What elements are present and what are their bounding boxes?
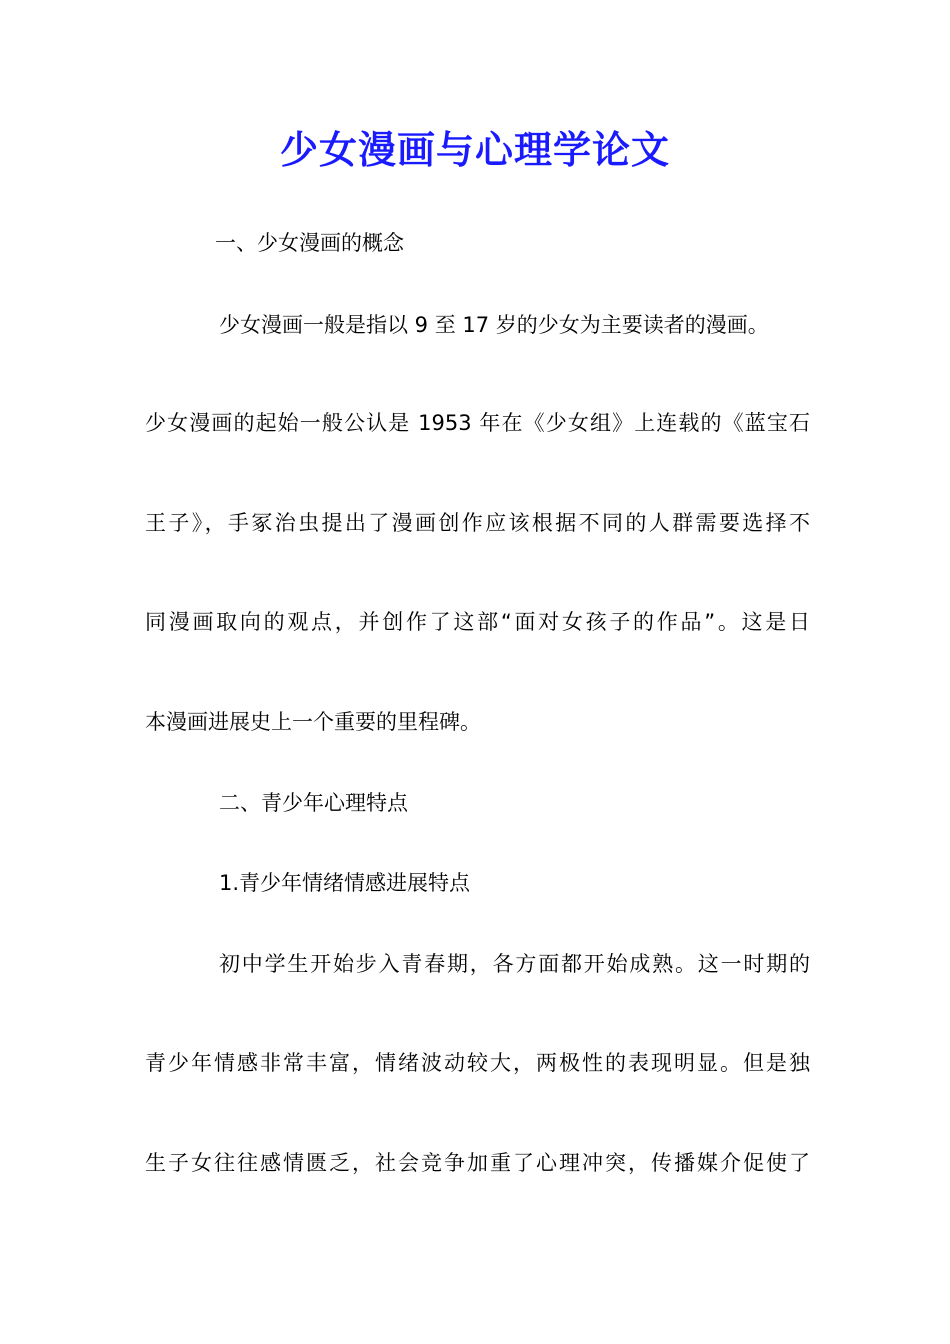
document-title: 少女漫画与心理学论文: [279, 127, 670, 172]
paragraph-line: 生子女往往感情匮乏，社会竞争加重了心理冲突，传播媒介促使了: [145, 1151, 810, 1175]
subsection-heading: 1.青少年情绪情感进展特点: [219, 871, 471, 895]
section-heading-2: 二、青少年心理特点: [219, 791, 408, 815]
paragraph-line: 王子》，手冢治虫提出了漫画创作应该根据不同的人群需要选择不: [145, 511, 810, 535]
paragraph-line: 本漫画进展史上一个重要的里程碑。: [145, 710, 481, 734]
paragraph-line: 少女漫画的起始一般公认是 1953 年在《少女组》上连载的《蓝宝石: [145, 411, 810, 435]
paragraph-line: 同漫画取向的观点，并创作了这部“面对女孩子的作品”。这是日: [145, 610, 810, 634]
paragraph-line: 少女漫画一般是指以 9 至 17 岁的少女为主要读者的漫画。: [219, 313, 769, 337]
paragraph-line: 青少年情感非常丰富，情绪波动较大，两极性的表现明显。但是独: [145, 1051, 810, 1075]
paragraph-line: 初中学生开始步入青春期，各方面都开始成熟。这一时期的: [219, 952, 810, 976]
section-heading-1: 一、少女漫画的概念: [215, 231, 404, 255]
